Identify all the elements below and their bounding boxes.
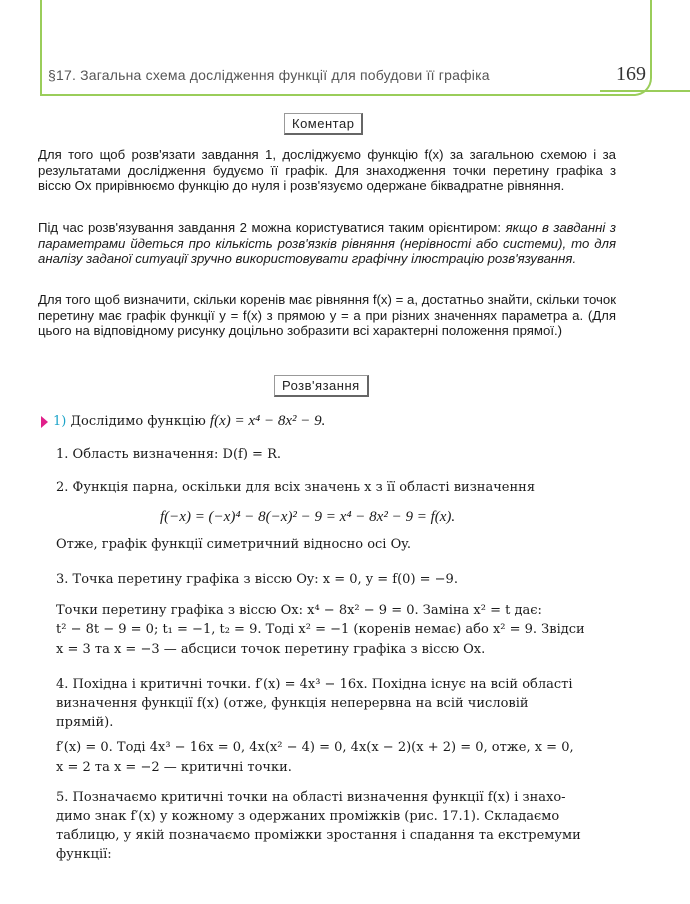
- step-4-critical-line-1: f′(x) = 0. Тоді 4x³ − 16x = 0, 4x(x² − 4) = 0, 4x(x − 2)(x + 2) = 0, отже, x = 0,: [56, 740, 574, 755]
- step-marker: 1): [53, 414, 67, 429]
- page-number: 169: [616, 63, 646, 85]
- step-4-line-2: визначення функції f(x) (отже, функція неперервна на всій числовій: [56, 696, 529, 711]
- solution-intro-text: Дослідимо функцію: [70, 414, 210, 429]
- step-3-ox-line-3: x = 3 та x = −3 — абсциси точок перетину графіка з віссю Ox.: [56, 642, 486, 657]
- step-5-line-4: функції:: [56, 847, 112, 862]
- step-2-parity: 2. Функція парна, оскільки для всіх значень x з її області визначення: [56, 480, 536, 495]
- step-5-line-3: таблицю, у якій позначаємо проміжки зростання і спадання та екстремуми: [56, 828, 581, 843]
- triangle-marker-icon: [41, 416, 48, 428]
- running-head: §17. Загальна схема дослідження функції для побудови її графіка: [48, 67, 490, 83]
- step-1-domain: 1. Область визначення: D(f) = R.: [56, 447, 281, 462]
- commentary-paragraph-2: [38, 220, 616, 267]
- step-5-line-1: 5. Позначаємо критичні точки на області визначення функції f(x) і знахо-: [56, 790, 566, 805]
- step-4-line-3: прямій).: [56, 715, 114, 730]
- commentary-paragraph-2-italic: якщо в завданні з параметрами йдеться про кількість розв'язків рівняння (нерівності або системи), то для аналізу заданої ситуації зручно використовувати графічну ілюстрацію розв'язування.: [38, 220, 617, 267]
- step-4-line-1: 4. Похідна і критичні точки. f′(x) = 4x³ − 16x. Похідна існує на всій області: [56, 677, 573, 692]
- step-5-line-2: димо знак f′(x) у кожному з одержаних проміжків (рис. 17.1). Складаємо: [56, 809, 560, 824]
- commentary-paragraph-3: Для того щоб визначити, скільки коренів має рівняння f(x) = a, достатньо знайти, скільки точок перетину має графік функції y = f(x) з прямою y = a при різних значеннях параметра a. (Для цього на відповідному рисунку доцільно зобразити всі характерні положення прямої.): [38, 292, 616, 339]
- step-4-critical-line-2: x = 2 та x = −2 — критичні точки.: [56, 760, 292, 775]
- solution-intro-formula: f(x) = x⁴ − 8x² − 9.: [209, 413, 326, 429]
- step-2-conclusion: Отже, графік функції симетричний відносно осі Oy.: [56, 537, 411, 552]
- commentary-paragraph-1: Для того щоб розв'язати завдання 1, досліджуємо функцію f(x) за загальною схемою і за результатами дослідження будуємо її графік. Для знаходження точки перетину графіка з віссю Ox прирівнюємо функцію до нуля і розв'язуємо одержане біквадратне рівняння.: [38, 147, 616, 194]
- commentary-paragraph-2-start: Під час розв'язування завдання 2 можна користуватися таким орієнтиром:: [38, 220, 506, 235]
- solution-label: Розв'язання: [274, 375, 369, 397]
- step-3-ox-line-2: t² − 8t − 9 = 0; t₁ = −1, t₂ = 9. Тоді x² = −1 (коренів немає) або x² = 9. Звідси: [56, 622, 585, 637]
- step-3-oy-intersection: 3. Точка перетину графіка з віссю Oy: x = 0, y = f(0) = −9.: [56, 572, 458, 587]
- step-2-formula: f(−x) = (−x)⁴ − 8(−x)² − 9 = x⁴ − 8x² − 9 = f(x).: [160, 509, 456, 525]
- solution-intro: [53, 412, 325, 431]
- commentary-label: Коментар: [284, 113, 363, 135]
- step-3-ox-line-1: Точки перетину графіка з віссю Ox: x⁴ − 8x² − 9 = 0. Заміна x² = t дає:: [56, 603, 542, 618]
- frame-rule: [600, 90, 690, 92]
